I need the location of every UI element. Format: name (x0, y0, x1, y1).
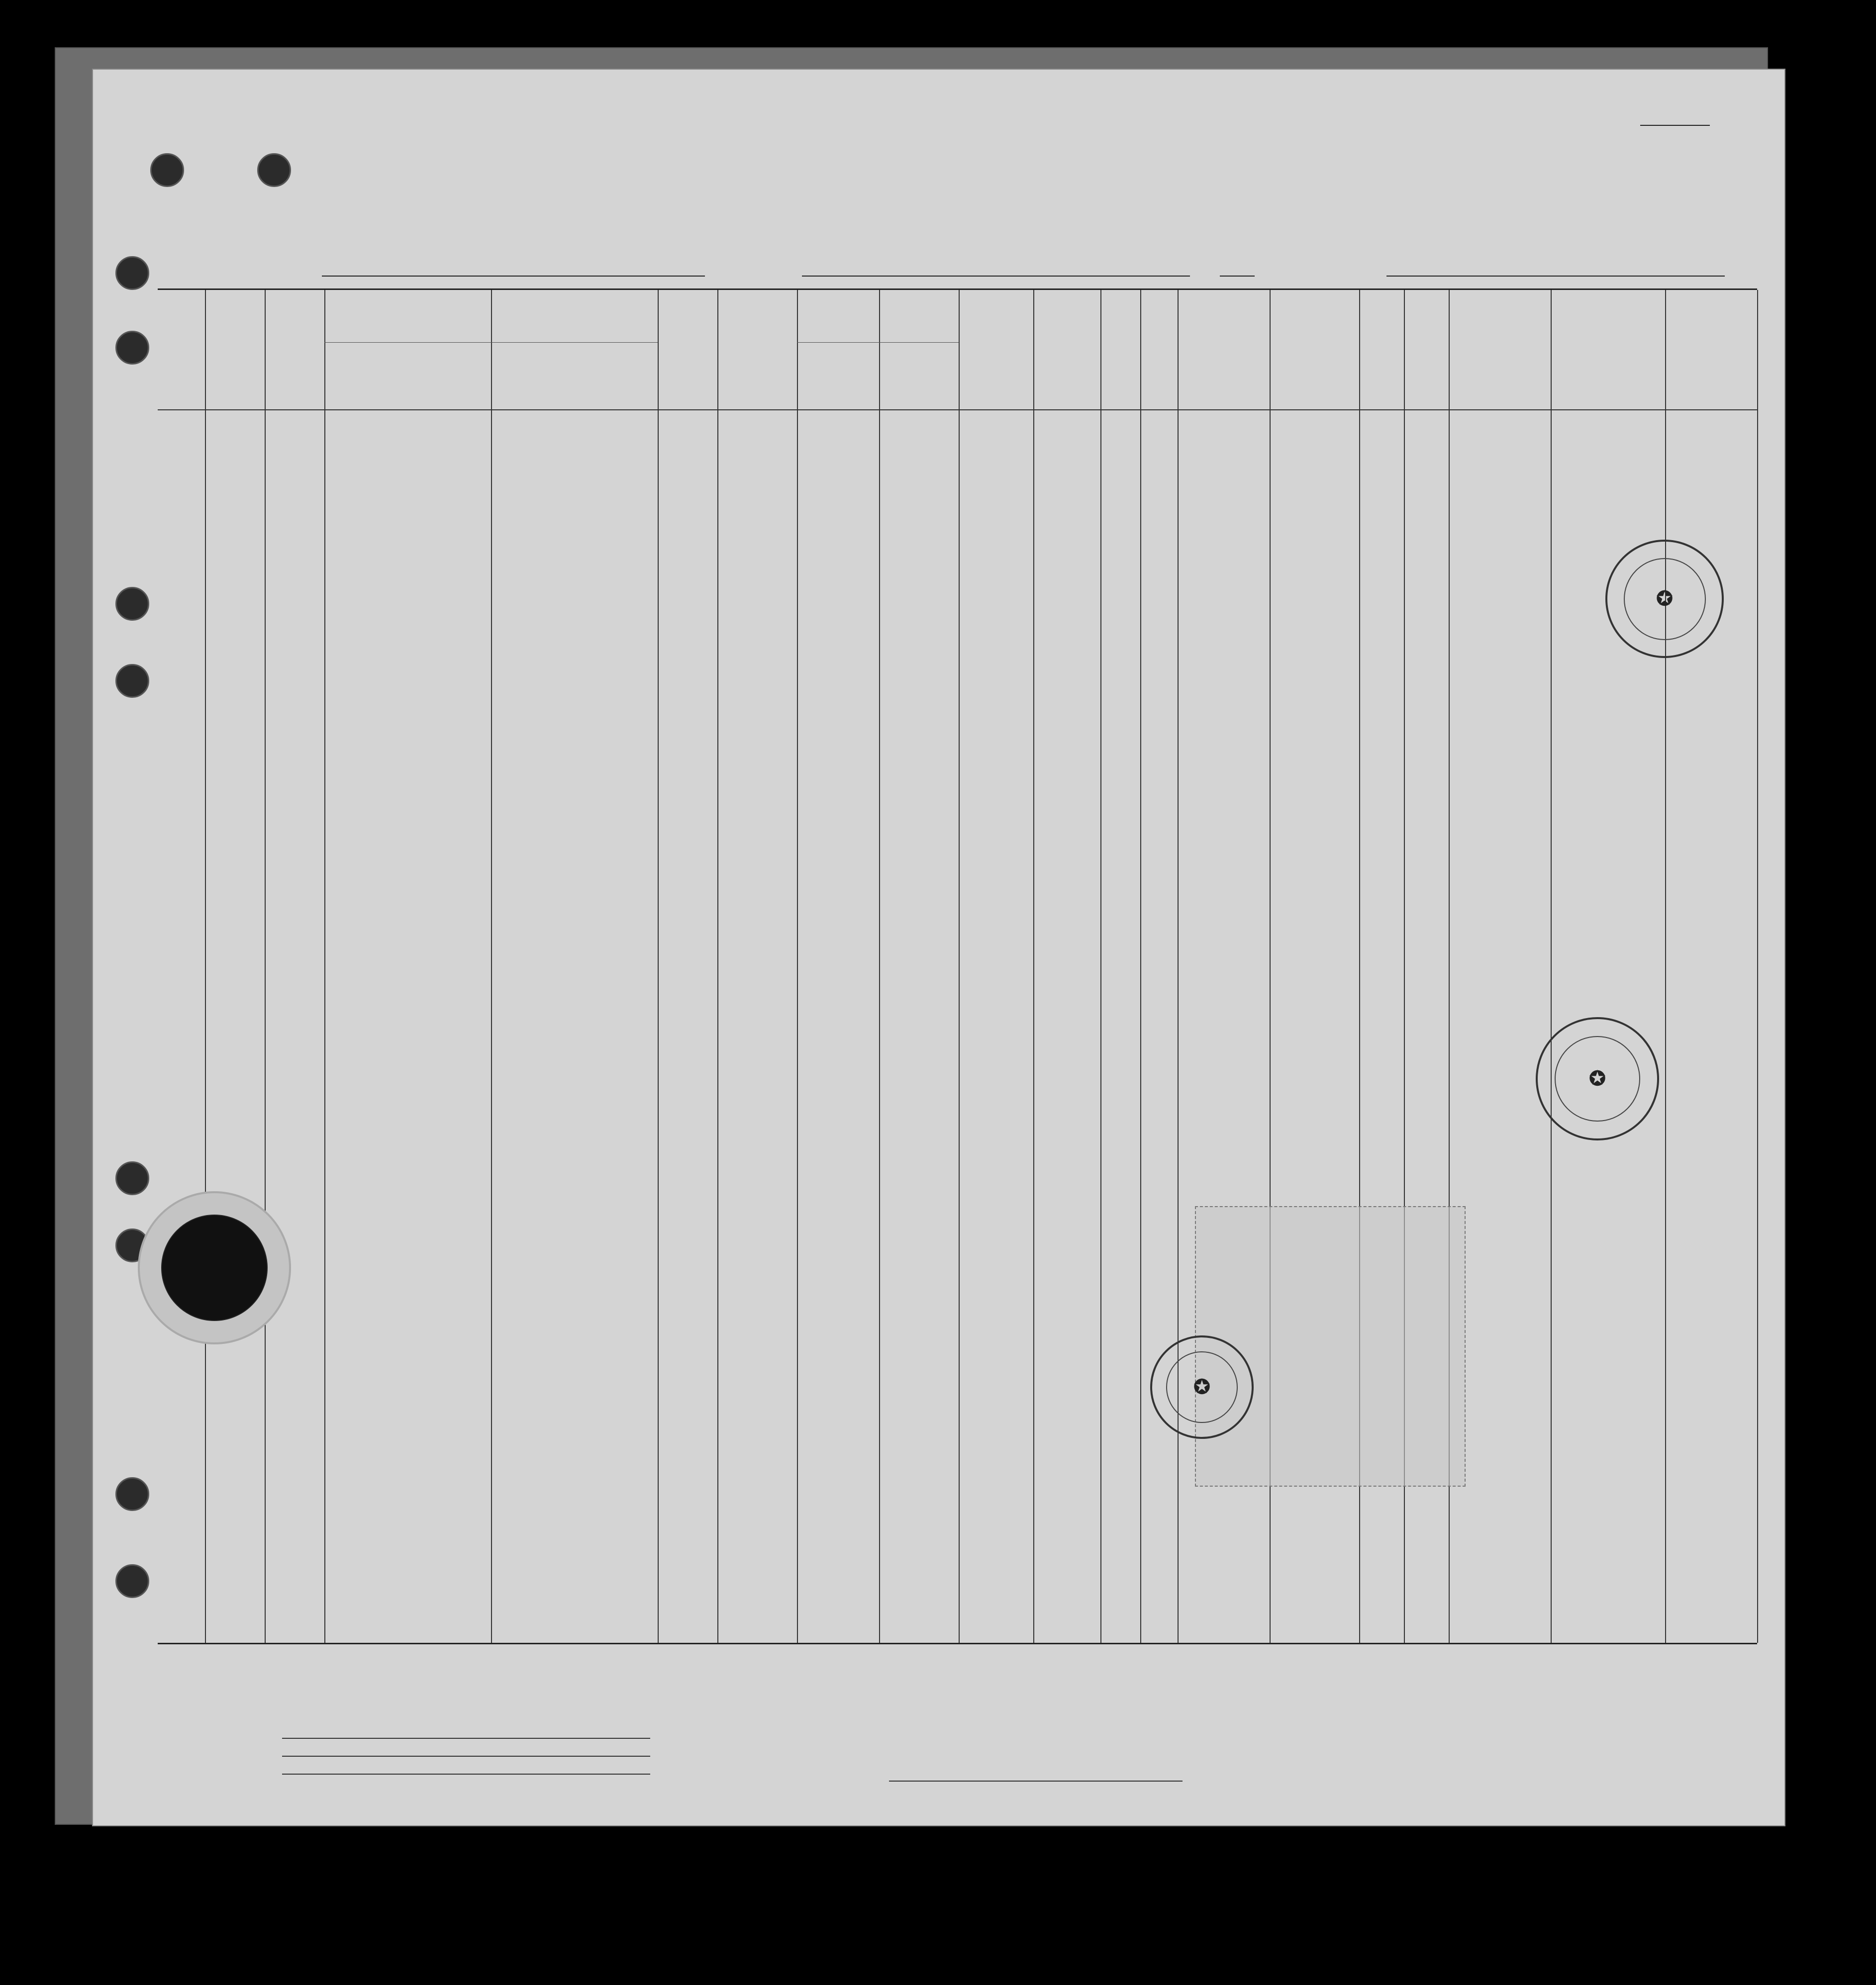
punch-hole (115, 331, 149, 365)
crew-table (158, 288, 1757, 1644)
sheet-number (1636, 115, 1710, 129)
from-underline (1386, 259, 1725, 277)
eagle-icon: ✪ (1555, 1036, 1640, 1122)
arriving-underline (802, 259, 1190, 277)
wax-seal-icon (161, 1215, 268, 1321)
eagle-icon: ✪ (1166, 1351, 1238, 1423)
manifest-sheet (92, 69, 1785, 1826)
sheet-number-value (1640, 125, 1710, 126)
punch-hole (115, 1564, 149, 1598)
punch-hole (115, 664, 149, 698)
year-underline (1220, 259, 1255, 277)
consul-stamp-box (1195, 1206, 1466, 1487)
punch-hole (115, 1161, 149, 1195)
punch-hole (115, 587, 149, 621)
consulate-seal (1150, 1335, 1254, 1439)
punch-hole (257, 153, 291, 187)
embossed-seal (138, 1191, 291, 1344)
vessel-line (93, 254, 1784, 284)
punch-hole (150, 153, 184, 187)
vessel-underline (322, 259, 705, 277)
consulate-seal (1536, 1017, 1659, 1140)
punch-hole (115, 1477, 149, 1511)
consulate-seal (1605, 540, 1724, 658)
inspector-signature-line (889, 1781, 1183, 1784)
eagle-icon: ✪ (1624, 558, 1706, 640)
